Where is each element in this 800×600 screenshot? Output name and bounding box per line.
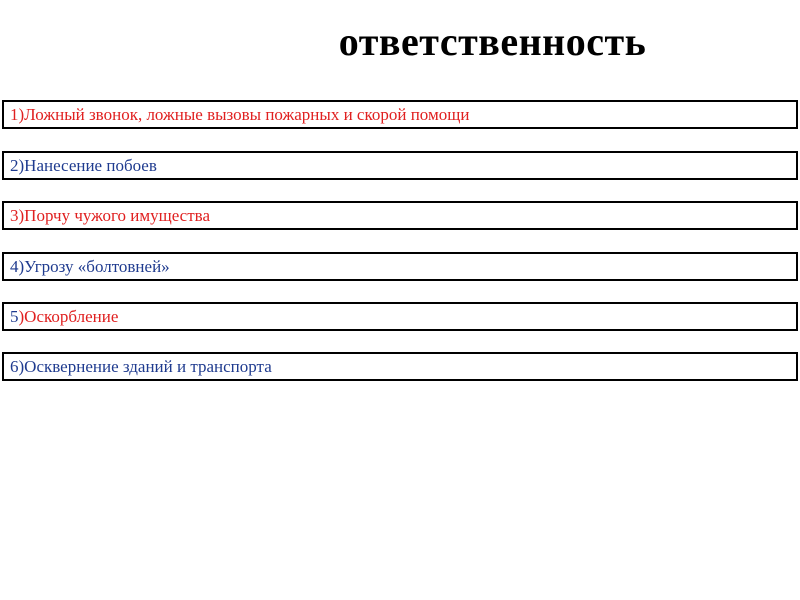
item-number: 2) <box>10 155 25 175</box>
slide-title: ответственность <box>338 19 647 64</box>
list-item-6 <box>2 352 798 381</box>
item-text: Нанесение побоев <box>24 155 157 175</box>
item-text: Осквернение зданий и транспорта <box>24 356 272 376</box>
item-number: 6) <box>10 356 25 376</box>
item-number: 1) <box>10 104 25 124</box>
item-number: 5 <box>10 306 19 326</box>
item-text: Угрозу «болтовней» <box>24 256 170 276</box>
item-text: Оскорбление <box>24 306 119 326</box>
list-item-2 <box>2 151 798 180</box>
list-item-1 <box>2 100 798 129</box>
item-number-suffix: ) <box>18 306 25 326</box>
list-item-5 <box>2 302 798 331</box>
list-item-4 <box>2 252 798 281</box>
list-item-3 <box>2 201 798 230</box>
item-number: 3) <box>10 205 25 225</box>
item-number: 4) <box>10 256 25 276</box>
item-text: Ложный звонок, ложные вызовы пожарных и скорой помощи <box>24 104 470 124</box>
item-text: Порчу чужого имущества <box>24 205 211 225</box>
